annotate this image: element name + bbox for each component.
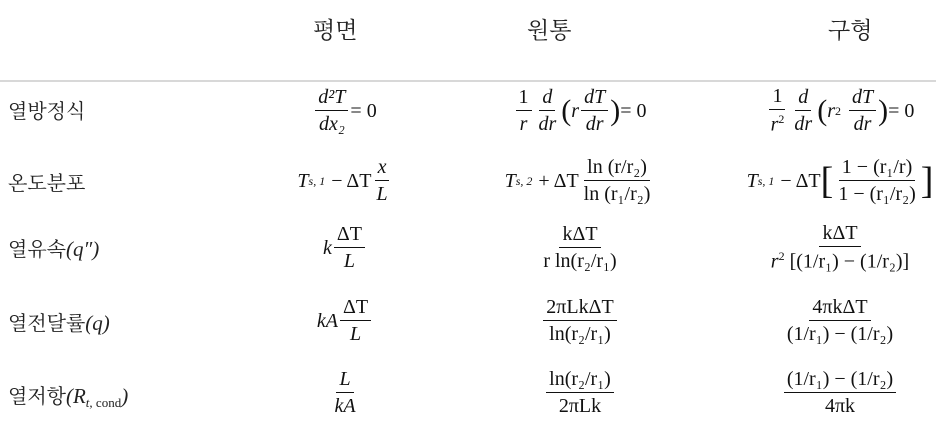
plane-thermal-resistance: $\frac{L}{kA}$: [334, 368, 356, 417]
row-label-thermal-resistance: 열저항($R_{t,}$ $_{cond}$): [8, 384, 129, 410]
row-label-heat-flux: 열유속(q″): [8, 237, 100, 261]
header-sphere: 구형: [828, 18, 873, 44]
row-label-heat-rate: 열전달률(q): [8, 311, 110, 335]
plane-heat-rate: kA $\frac{\Delta T}{L}$: [195, 290, 495, 352]
plane-heat-equation: $\frac{\text{d²T}}{\text{dx₂}}$ = 0: [195, 80, 495, 142]
sphere-heat-rate: $\frac{\text{4πkΔT}}{\text{(1/r₁) − (1/r₂)}}$: [786, 296, 894, 345]
cylinder-thermal-resistance: $\frac{\text{ln(r₂/r₁)}}{\text{2πLk}}$: [430, 362, 730, 424]
sphere-thermal-resistance: $\frac{\text{(1/r₁) − (1/r₂)}}{4\pi k}$: [690, 362, 936, 424]
cylinder-heat-flux: $\frac{\text{kΔT}}{\text{r ln(r₂/r₁)}}$: [543, 223, 617, 272]
sphere-heat-equation: $\frac{1}{r^2}$ $\frac{d}{dr}$ ( r 2 $\frac{dT}{dr}$ ) = 0: [770, 85, 915, 136]
row-label-heat-equation: 열방정식: [8, 99, 86, 123]
header-cylinder: 원통: [527, 18, 572, 44]
plane-temperature-distribution: T s, 1 − ΔT $\frac{x}{L}$: [297, 156, 388, 205]
cylinder-heat-rate: $\frac{\text{2πLkΔT}}{\text{ln(r₂/r₁)}}$: [430, 290, 730, 352]
row-label-temperature-distribution: 온도분포: [8, 171, 86, 195]
sphere-temperature-distribution: T s, 1 − ΔT [ $\frac{\text{1 − (r₁/r)}}{\text{1 − (r₁/r₂)}}$ ]: [746, 156, 934, 205]
sphere-heat-flux: $\frac{\text{kΔT}}{r^2 [(1/r_1) - (1/r_2)]}$: [770, 222, 910, 273]
header-plane: 평면: [313, 18, 358, 44]
cylinder-heat-equation: $\frac{1}{r}$ $\frac{d}{dr}$ ( r $\frac{dT}{dr}$ ) = 0: [430, 80, 730, 142]
cylinder-temperature-distribution: T s, 2 + ΔT $\frac{\text{ln (r/r₂)}}{\text{ln (r₁/r₂)}}$: [504, 156, 651, 205]
plane-heat-flux: k $\frac{\Delta T}{L}$: [195, 217, 495, 279]
